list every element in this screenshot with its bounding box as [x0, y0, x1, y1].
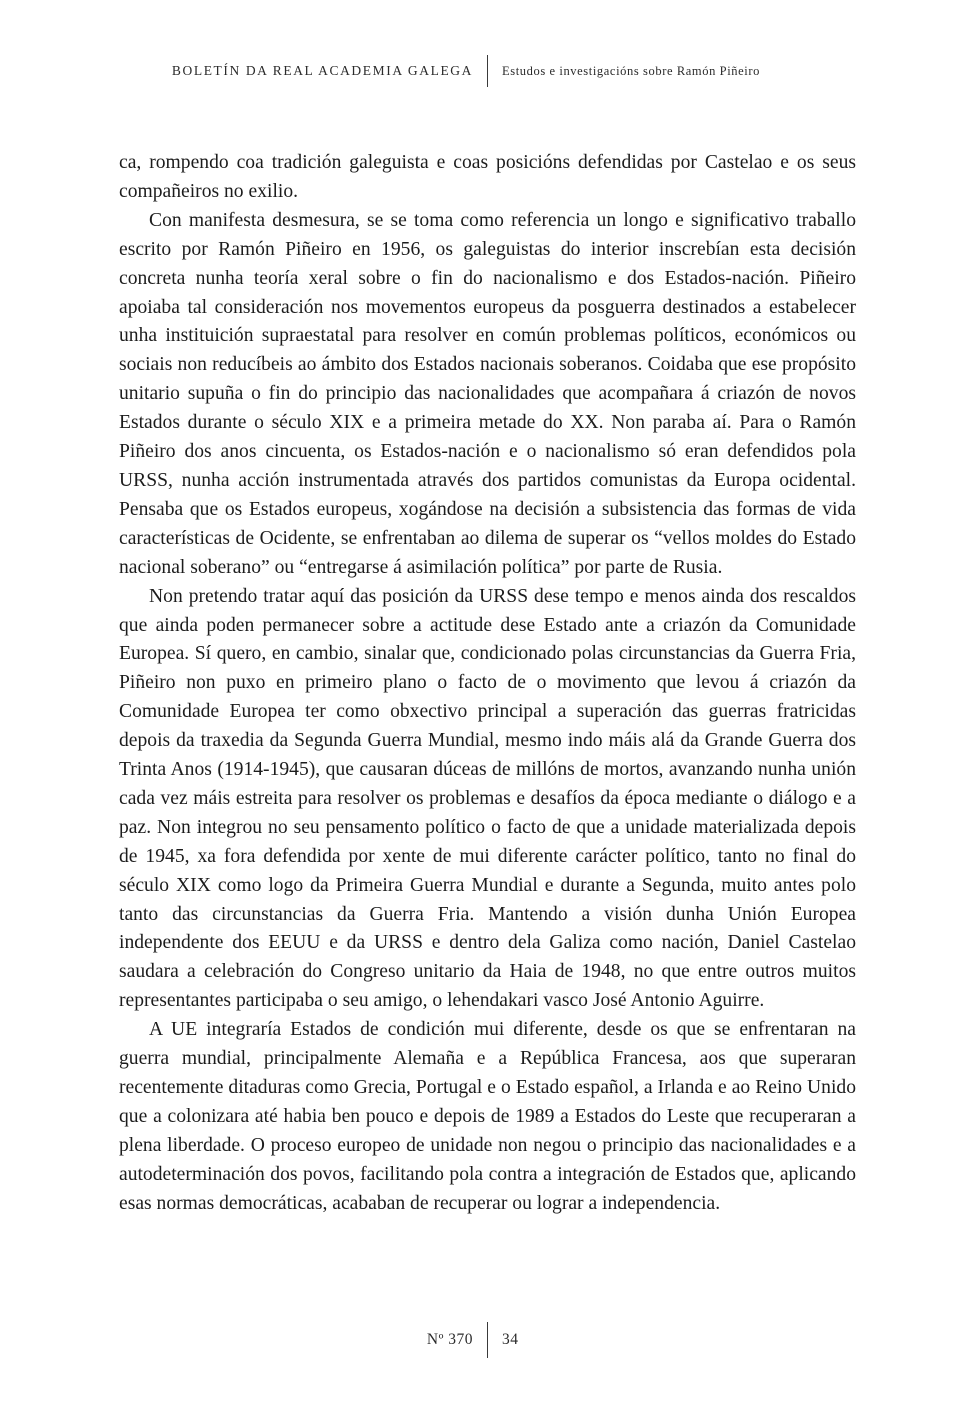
page-footer	[0, 1320, 975, 1360]
paragraph: ca, rompendo coa tradición galeguista e coas posicións defendidas por Castelao e os seus compañeiros no exilio.	[119, 152, 856, 202]
article-body	[119, 149, 856, 1219]
footer-divider	[487, 1322, 488, 1358]
paragraph: Con manifesta desmesura, se se toma como referencia un longo e significativo traballo escrito por Ramón Piñeiro en 1956, os galeguistas do interior inscrebían esta decisión concreta nunha teoría xeral sobre o fin do nacionalismo e dos Estados-nación. Piñeiro apoiaba tal consideración nos movementos europeus da posguerra destinados a estabelecer unha instituición supraestatal para resolver en común problemas políticos, económicos ou sociais non reducíbeis ao ámbito dos Estados nacionais soberanos. Coidaba que ese propósito unitario supuña o fin do principio das nacionalidades que acompañara á criazón de novos Estados durante o século XIX e a primeira metade do XX. Non paraba aí. Para o Ramón Piñeiro dos anos cincuenta, os Estados-nación e o nacionalismo só eran defendidos pola URSS, nunha acción instrumentada através dos partidos comunistas da Europa ocidental. Pensaba que os Estados europeus, xogándose na decisión a subsistencia das formas de vida características de Ocidente, se enfrentaban ao dilema de superar os “vellos moldes do Estado nacional soberano” ou “entregarse á asimilación política” por parte de Rusia.	[119, 209, 856, 578]
header-divider	[487, 55, 488, 87]
journal-title: BOLETÍN DA REAL ACADEMIA GALEGA	[171, 63, 473, 78]
paragraph: Non pretendo tratar aquí das posición da URSS dese tempo e menos ainda dos rescaldos que ainda poden permanecer sobre a actitude dese Estado ante a criazón da Comunidade Europea. Sí quero, en cambio, sinalar que, condicionado polas circunstancias da Guerra Fria, Piñeiro non puxo en primeiro plano o facto de o movimento que levou á criazón da Comunidade Europea ter como obxectivo principal a superación das guerras fratricidas depois da traxedia da Segunda Guerra Mundial, mesmo indo máis alá da Grande Guerra dos Trinta Anos (1914-1945), que causaran dúceas de millóns de mortos, avanzando nunha unión cada vez máis estreita para resolver os problemas e desafíos da época mediante o diálogo e a paz. Non integrou no seu pensamento político o facto de que a unidade materializada depois de 1945, xa fora defendida por xente de mui diferente carácter político, tanto no final do século XIX como logo da Primeira Guerra Mundial e durante a Segunda, muito antes polo tanto das circunstancias da Guerra Fria. Mantendo a visión dunha Unión Europea independente dos EEUU e da URSS e dentro dela Galiza como nación, Daniel Castelao saudara a celebración do Congreso unitario da Haia de 1948, no que entre outros muitos representantes participaba o seu amigo, o lehendakari vasco José Antonio Aguirre.	[119, 585, 856, 1012]
paragraph: A UE integraría Estados de condición mui diferente, desde os que se enfrentaran na guerra mundial, principalmente Alemaña e a República Francesa, aos que superaran recentemente ditaduras como Grecia, Portugal e o Estado español, a Irlanda e ao Reino Unido que a colonizara até habia ben pouco e depois de 1989 a Estados do Leste que recuperaran a plena liberdade. O proceso europeo de unidade non negou o principio das nacionalidades e a autodeterminación dos povos, facilitando pola contra a integración de Estados que, aplicando esas normas democráticas, acababan de recuperar ou lograr a independencia.	[119, 1019, 856, 1214]
issue-number: Nº 370	[426, 1331, 473, 1348]
page-header	[0, 52, 975, 90]
section-title: Estudos e investigacións sobre Ramón Piñeiro	[502, 63, 760, 78]
page-number: 34	[502, 1331, 519, 1348]
